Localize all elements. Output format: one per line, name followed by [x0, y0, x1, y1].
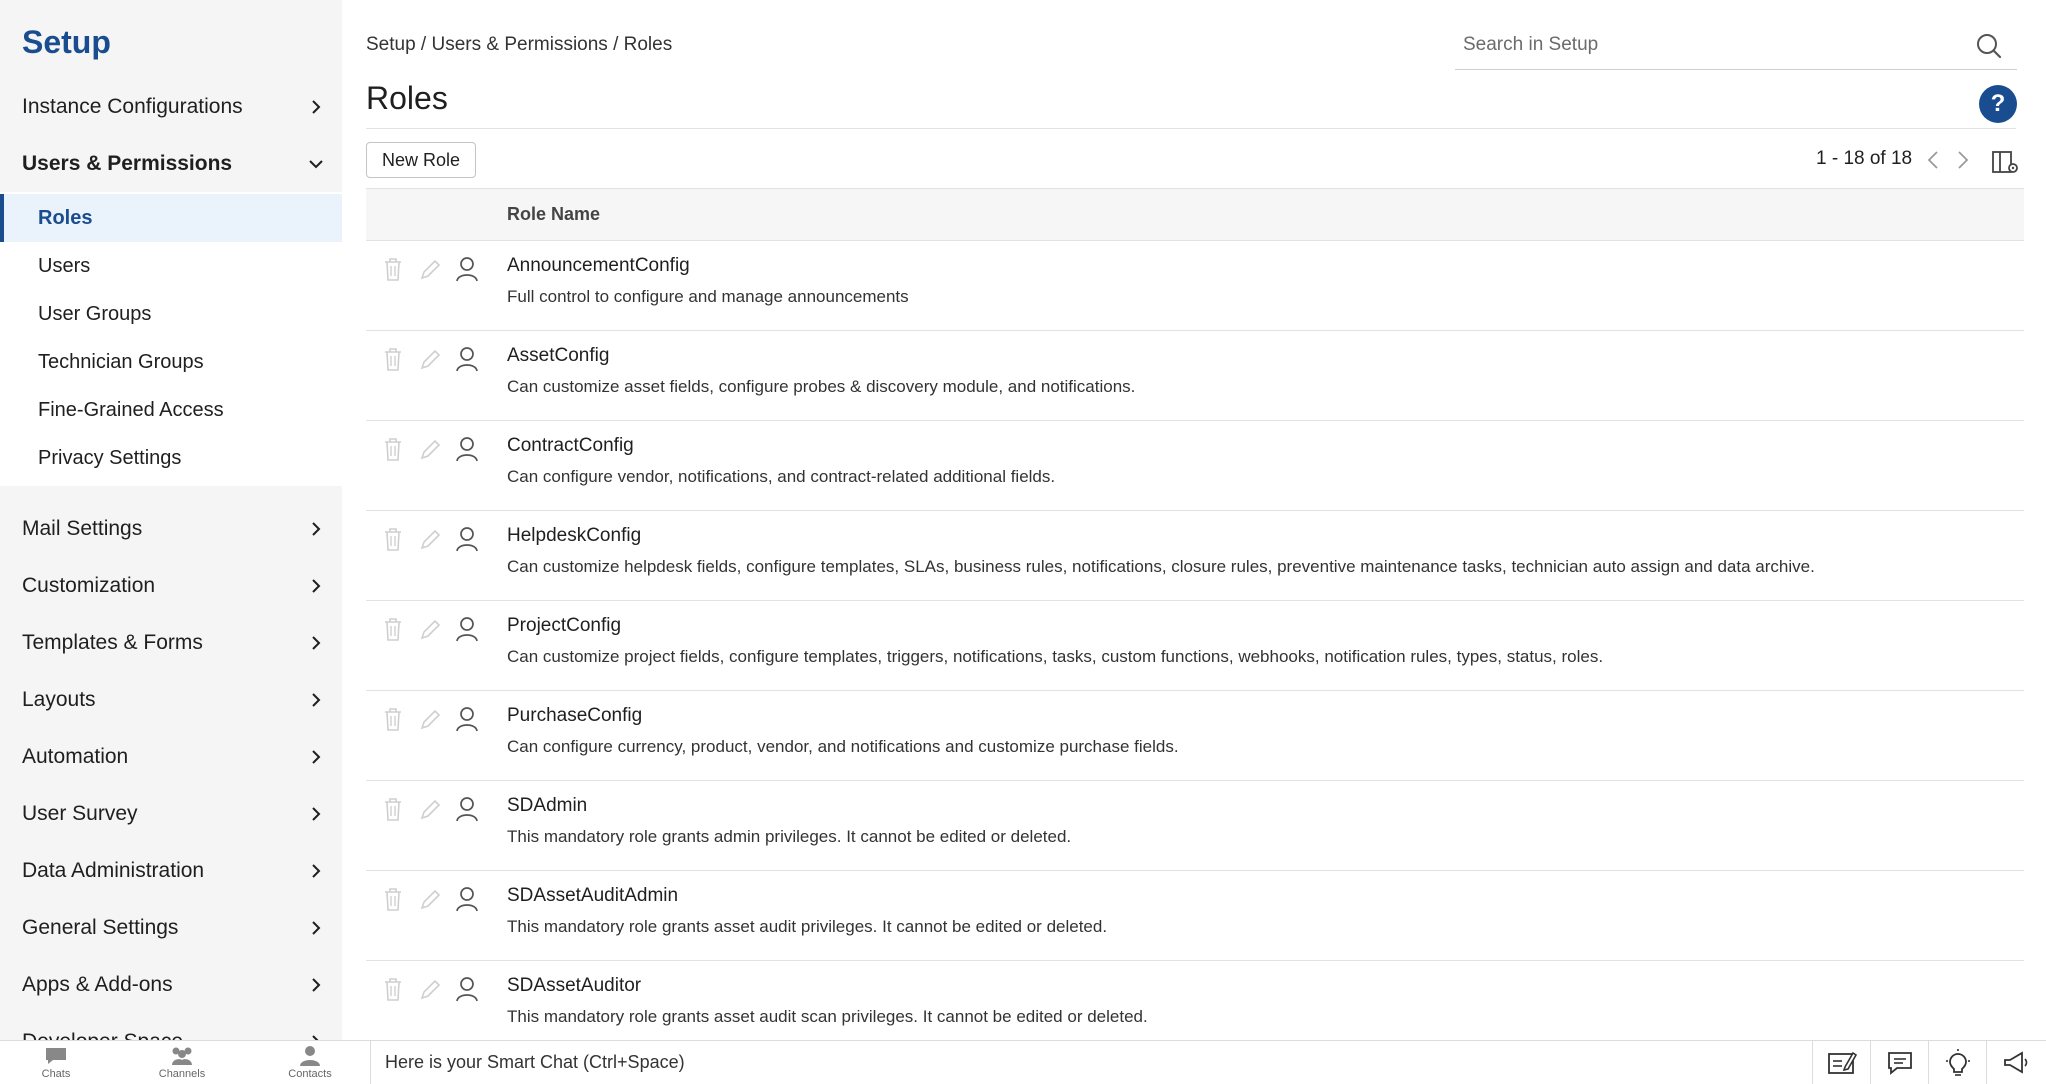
role-description: Can customize project fields, configure templates, triggers, notifications, tasks, custom functions, webhooks, notification rules, types, status, roles. [507, 647, 1604, 666]
role-description: Can customize helpdesk fields, configure templates, SLAs, business rules, notifications, closure rules, preventive maintenance tasks, technician auto assign and data archive. [507, 557, 1815, 576]
sidebar-item-templates-forms[interactable] [0, 614, 342, 671]
sidebar-item-label: Layouts [22, 687, 96, 711]
sidebar-item-label: Users & Permissions [22, 151, 233, 175]
megaphone-icon [2002, 1050, 2030, 1076]
trash-icon[interactable] [380, 255, 406, 283]
table-row[interactable] [366, 871, 2024, 961]
channels-label: Channels [158, 1068, 206, 1080]
chevron-right-icon [306, 747, 326, 767]
column-header-role-name[interactable]: Role Name [507, 204, 601, 224]
sidebar-item-apps-addons[interactable] [0, 956, 342, 1013]
chevron-right-icon [306, 804, 326, 824]
page-title: Roles [366, 80, 448, 116]
role-description: This mandatory role grants asset audit scan privileges. It cannot be edited or deleted. [507, 1007, 1148, 1026]
role-name[interactable]: AssetConfig [507, 345, 610, 366]
trash-icon[interactable] [380, 705, 406, 733]
user-icon[interactable] [454, 705, 480, 733]
ideas-button[interactable] [1928, 1041, 1986, 1084]
sidebar-title: Setup [22, 24, 111, 60]
pencil-icon[interactable] [417, 795, 443, 823]
pencil-icon[interactable] [417, 885, 443, 913]
new-role-button[interactable]: New Role [366, 142, 476, 178]
chats-button[interactable] [10, 1043, 102, 1083]
sidebar-item-label: Instance Configurations [22, 94, 243, 118]
contacts-label: Contacts [288, 1068, 332, 1080]
table-row[interactable] [366, 601, 2024, 691]
sidebar-subitem-user-groups[interactable]: User Groups [38, 302, 152, 325]
table-row[interactable] [366, 331, 2024, 421]
table-row[interactable] [366, 691, 2024, 781]
sidebar-item-instance-configurations[interactable] [0, 78, 342, 135]
role-name[interactable]: SDAdmin [507, 795, 588, 816]
user-icon[interactable] [454, 885, 480, 913]
user-icon[interactable] [454, 795, 480, 823]
trash-icon[interactable] [380, 885, 406, 913]
table-header [366, 188, 2024, 241]
chevron-right-icon [306, 97, 326, 117]
sidebar-item-data-administration[interactable] [0, 842, 342, 899]
sidebar-subitem-technician-groups[interactable]: Technician Groups [38, 350, 204, 373]
table-row[interactable] [366, 781, 2024, 871]
search-input[interactable] [1455, 22, 1955, 68]
sidebar-subitem-roles[interactable]: Roles [0, 194, 342, 242]
role-description: Can configure currency, product, vendor, and notifications and customize purchase fields. [507, 737, 1179, 756]
trash-icon[interactable] [380, 615, 406, 643]
column-settings-icon[interactable] [1992, 150, 2020, 176]
user-icon[interactable] [454, 435, 480, 463]
sidebar-subitem-users[interactable]: Users [38, 254, 91, 277]
role-description: Full control to configure and manage announcements [507, 287, 909, 306]
sidebar-item-general-settings[interactable] [0, 899, 342, 956]
sidebar-item-label: Mail Settings [22, 516, 143, 540]
sidebar-subitem-fine-grained-access[interactable]: Fine-Grained Access [38, 398, 224, 421]
chevron-down-icon [306, 154, 326, 174]
chevron-left-icon[interactable] [1924, 148, 1942, 172]
trash-icon[interactable] [380, 435, 406, 463]
role-name[interactable]: AnnouncementConfig [507, 255, 690, 276]
pencil-icon[interactable] [417, 255, 443, 283]
contact-icon [297, 1045, 323, 1067]
search-box [1455, 22, 2017, 70]
pencil-icon[interactable] [417, 975, 443, 1003]
notes-button[interactable] [1812, 1041, 1870, 1084]
sidebar-item-label: Customization [22, 573, 156, 597]
table-row[interactable] [366, 421, 2024, 511]
role-name[interactable]: ProjectConfig [507, 615, 622, 636]
main-content [342, 0, 2046, 1040]
sidebar-item-label: Apps & Add-ons [22, 972, 173, 996]
chevron-right-icon [306, 918, 326, 938]
sidebar-item-customization[interactable] [0, 557, 342, 614]
sidebar [0, 0, 342, 1040]
chevron-right-icon [306, 576, 326, 596]
sidebar-submenu [0, 192, 342, 486]
sidebar-menu [0, 78, 342, 1070]
trash-icon[interactable] [380, 525, 406, 553]
lightbulb-icon [1944, 1049, 1972, 1077]
role-description: This mandatory role grants admin privileges. It cannot be edited or deleted. [507, 827, 1072, 846]
messages-button[interactable] [1870, 1041, 1928, 1084]
help-button[interactable]: ? [1979, 85, 2017, 123]
chevron-right-icon [306, 975, 326, 995]
pencil-icon[interactable] [417, 615, 443, 643]
sidebar-gap [0, 486, 342, 500]
role-name[interactable]: SDAssetAuditor [507, 975, 642, 996]
compose-note-icon [1827, 1050, 1857, 1076]
sidebar-item-mail-settings[interactable] [0, 500, 342, 557]
chats-label: Chats [41, 1068, 71, 1080]
sidebar-item-automation[interactable] [0, 728, 342, 785]
table-row[interactable] [366, 961, 2024, 1051]
bottom-bar [0, 1040, 2046, 1083]
chevron-right-icon [306, 690, 326, 710]
role-description: Can customize asset fields, configure probes & discovery module, and notifications. [507, 377, 1136, 396]
sidebar-item-layouts[interactable] [0, 671, 342, 728]
channels-icon [169, 1045, 195, 1067]
pagination-text: 1 - 18 of 18 [1816, 148, 1913, 169]
user-icon[interactable] [454, 615, 480, 643]
sidebar-item-label: Templates & Forms [22, 630, 203, 654]
channels-button[interactable] [136, 1043, 228, 1083]
breadcrumb: Setup / Users & Permissions / Roles [366, 34, 673, 55]
divider [366, 128, 2016, 129]
sidebar-item-users-permissions[interactable] [0, 135, 342, 192]
pencil-icon[interactable] [417, 525, 443, 553]
trash-icon[interactable] [380, 795, 406, 823]
user-icon[interactable] [454, 975, 480, 1003]
table-row[interactable] [366, 241, 2024, 331]
chevron-right-icon [306, 519, 326, 539]
role-description: This mandatory role grants asset audit privileges. It cannot be edited or deleted. [507, 917, 1108, 936]
roles-table [366, 188, 2024, 1051]
role-name[interactable]: PurchaseConfig [507, 705, 643, 726]
message-icon [1886, 1050, 1914, 1076]
sidebar-subitem-privacy-settings[interactable]: Privacy Settings [38, 446, 182, 469]
user-icon[interactable] [454, 525, 480, 553]
sidebar-item-user-survey[interactable] [0, 785, 342, 842]
role-description: Can configure vendor, notifications, and contract-related additional fields. [507, 467, 1056, 486]
table-row[interactable] [366, 511, 2024, 601]
role-name[interactable]: SDAssetAuditAdmin [507, 885, 679, 906]
pencil-icon[interactable] [417, 435, 443, 463]
sidebar-item-label: Data Administration [22, 858, 205, 882]
role-name[interactable]: HelpdeskConfig [507, 525, 642, 546]
trash-icon[interactable] [380, 975, 406, 1003]
search-icon[interactable] [1975, 32, 2003, 60]
chevron-right-icon[interactable] [1954, 148, 1972, 172]
role-name[interactable]: ContractConfig [507, 435, 634, 456]
chat-bubble-icon [43, 1045, 69, 1067]
sidebar-item-label: User Survey [22, 801, 138, 825]
user-icon[interactable] [454, 345, 480, 373]
contacts-button[interactable] [264, 1043, 356, 1083]
smart-chat-input[interactable]: Here is your Smart Chat (Ctrl+Space) [370, 1041, 1810, 1084]
sidebar-item-label: General Settings [22, 915, 179, 939]
user-icon[interactable] [454, 255, 480, 283]
pencil-icon[interactable] [417, 345, 443, 373]
sidebar-item-label: Automation [22, 744, 129, 768]
chevron-right-icon [306, 633, 326, 653]
pencil-icon[interactable] [417, 705, 443, 733]
chevron-right-icon [306, 861, 326, 881]
announce-button[interactable] [1986, 1041, 2044, 1084]
trash-icon[interactable] [380, 345, 406, 373]
